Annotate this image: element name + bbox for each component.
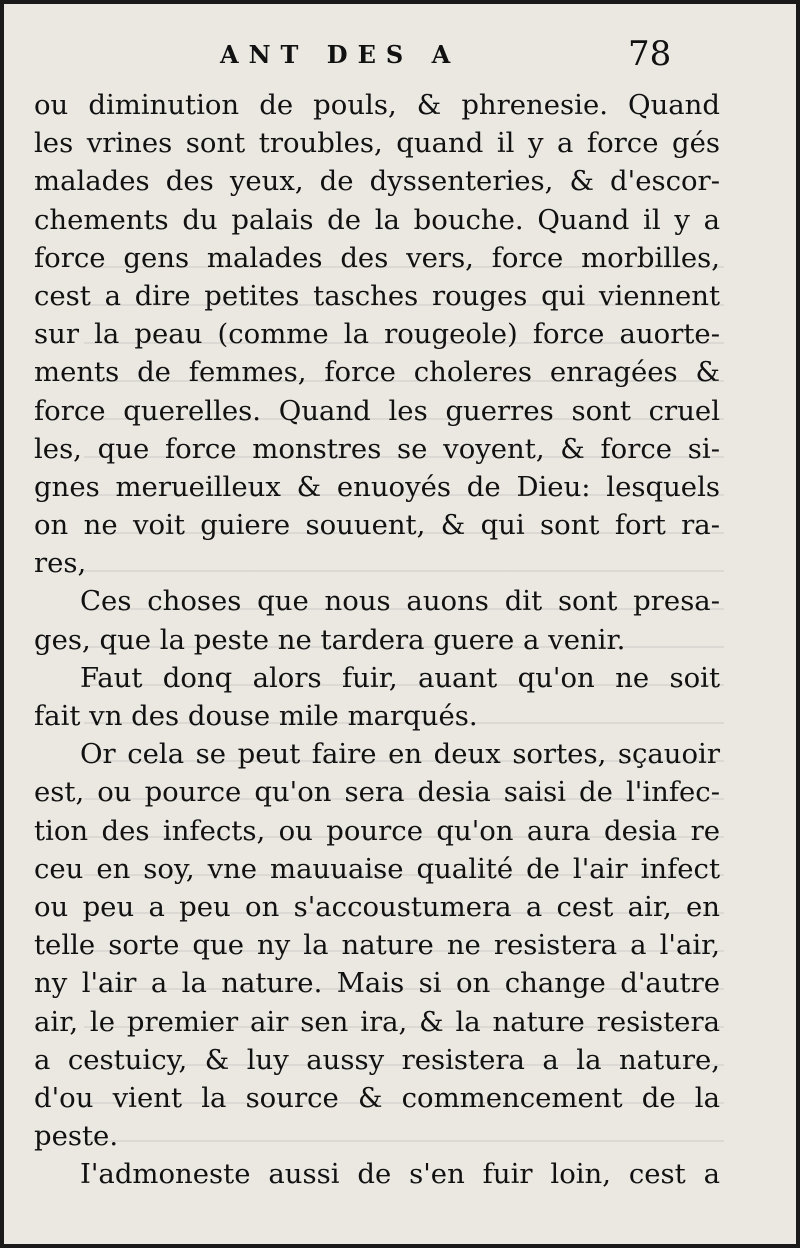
text-line: ges, que la peste ne tardera guere a venir. xyxy=(34,623,626,656)
text-line: est, ou pource qu'on sera desia saisi de l'infec- xyxy=(34,776,720,809)
text-line: d'ou vient la source & commencement de la xyxy=(34,1081,720,1114)
text-line: gnes merueilleux & enuoyés de Dieu: lesquels xyxy=(34,470,720,503)
text-line: Ces choses que nous auons dit sont presa- xyxy=(80,585,720,618)
running-head: ANT DES A xyxy=(220,40,461,69)
text-line: ny l'air a la nature. Mais si on change d'autre xyxy=(34,967,720,1000)
text-line: res, xyxy=(34,547,87,580)
text-line: telle sorte que ny la nature ne resistera a l'air, xyxy=(34,929,720,962)
text-line: Or cela se peut faire en deux sortes, sçauoir xyxy=(80,738,720,771)
text-line: air, le premier air sen ira, & la nature resistera xyxy=(34,1005,720,1038)
text-line: peste. xyxy=(34,1120,119,1153)
text-line: tion des infects, ou pource qu'on aura desia re xyxy=(34,814,720,847)
text-line: ou peu a peu on s'accoustumera a cest air, en xyxy=(34,890,720,923)
text-line: chements du palais de la bouche. Quand il y a xyxy=(34,203,720,236)
text-line: malades des yeux, de dyssenteries, & d'escor- xyxy=(34,165,720,198)
text-line: ou diminution de pouls, & phrenesie. Quand xyxy=(34,89,720,121)
text-line: ceu en soy, vne mauuaise qualité de l'air infect xyxy=(34,852,720,885)
text-line: sur la peau (comme la rougeole) force auorte- xyxy=(34,318,720,351)
text-line: cest a dire petites tasches rouges qui viennent xyxy=(34,279,720,312)
page-number: 78 xyxy=(628,34,672,74)
page-header xyxy=(4,32,796,82)
text-line: I'admoneste aussi de s'en fuir loin, cest a xyxy=(80,1158,720,1191)
text-line: Faut donq alors fuir, auant qu'on ne soit xyxy=(80,661,720,694)
body-text xyxy=(34,86,720,1193)
text-line: a cestuicy, & luy aussy resistera a la nature, xyxy=(34,1043,720,1076)
text-line: fait vn des douse mile marqués. xyxy=(34,700,478,732)
book-page xyxy=(4,4,796,1244)
text-line: force gens malades des vers, force morbilles, xyxy=(34,241,720,274)
text-line: les vrines sont troubles, quand il y a force gés xyxy=(34,127,720,160)
text-line: les, que force monstres se voyent, & force si- xyxy=(34,432,720,465)
text-line: force querelles. Quand les guerres sont cruel xyxy=(34,394,720,427)
text-line: ments de femmes, force choleres enragées & xyxy=(34,356,720,389)
text-line: on ne voit guiere souuent, & qui sont fort ra- xyxy=(34,509,720,542)
